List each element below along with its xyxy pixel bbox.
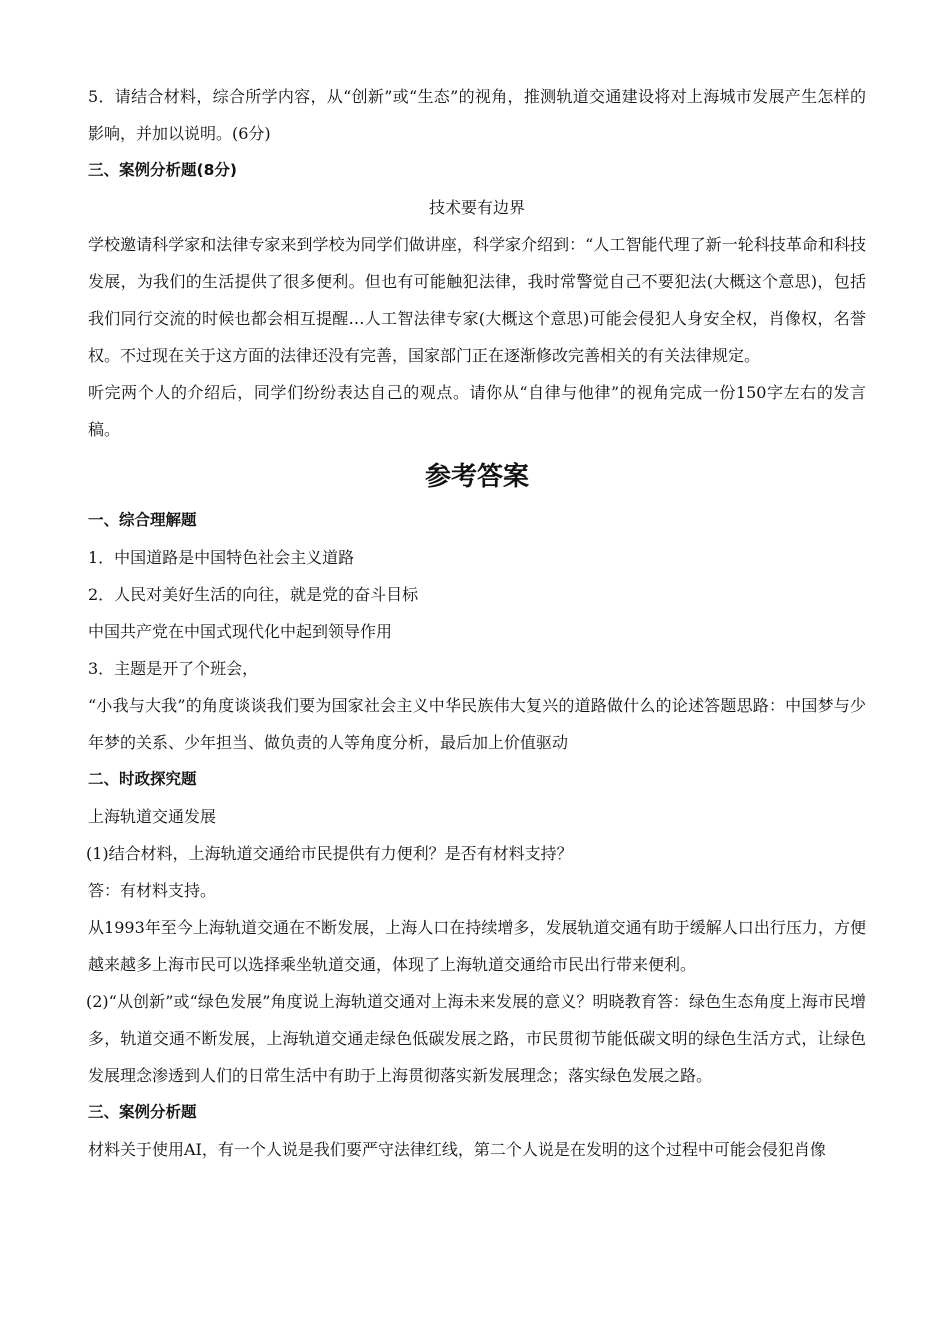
section-2-question-1: (1)结合材料，上海轨道交通给市民提供有力便利？是否有材料支持？ (86, 844, 573, 863)
answer-1: 1．中国道路是中国特色社会主义道路 (88, 548, 355, 567)
answer-3-detail: “小我与大我”的角度谈谈我们要为国家社会主义中华民族伟大复兴的道路做什么的论述答题思路：中国梦与少年梦的关系、少年担当、做负责的人等角度分析，最后加上价值驱动 (88, 696, 866, 752)
answers-section-3-heading: 三、案例分析题 (88, 1103, 197, 1121)
answers-title: 参考答案 (424, 462, 529, 492)
answer-2-detail: 中国共产党在中国式现代化中起到领导作用 (88, 622, 393, 641)
case-paragraph-1: 学校邀请科学家和法律专家来到学校为同学们做讲座，科学家介绍到：“人工智能代理了新一轮科技革命和科技发展，为我们的生活提供了很多便利。但也有可能触犯法律，我时常警觉自己不要犯法(大概这个意思)，包括我们同行交流的时候也都会相互提醒…人工智法律专家(大概这个意思)可能会侵犯人身安全权，肖像权，名誉权。不过现在关于这方面的法律还没有完善，国家部门正在逐渐修改完善相关的有关法律规定。 (88, 235, 866, 365)
section-2-topic: 上海轨道交通发展 (88, 807, 217, 826)
answer-3: 3．主题是开了个班会， (88, 659, 259, 678)
case-paragraph-2: 听完两个人的介绍后，同学们纷纷表达自己的观点。请你从“自律与他律”的视角完成一份150字左右的发言稿。 (88, 383, 866, 439)
answers-section-2-heading: 二、时政探究题 (88, 770, 197, 788)
section-3-text: 材料关于使用AI，有一个人说是我们要严守法律红线，第二个人说是在发明的这个过程中可能会侵犯肖像 (88, 1140, 826, 1159)
section-2-answer-1: 答：有材料支持。 (88, 881, 217, 900)
answers-section-1-heading: 一、综合理解题 (88, 511, 197, 529)
section-2-answer-1-detail: 从1993年至今上海轨道交通在不断发展，上海人口在持续增多，发展轨道交通有助于缓解人口出行压力，方便越来越多上海市民可以选择乘坐轨道交通，体现了上海轨道交通给市民出行带来便利。 (88, 918, 866, 974)
section-2-question-2: (2)“从创新”或“绿色发展”角度说上海轨道交通对上海未来发展的意义？明晓教育答：绿色生态角度上海市民增多，轨道交通不断发展，上海轨道交通走绿色低碳发展之路，市民贯彻节能低碳文明的绿色生活方式，让绿色发展理念渗透到人们的日常生活中有助于上海贯彻落实新发展理念；落实绿色发展之路。 (86, 992, 866, 1085)
section-3-heading: 三、案例分析题(8分) (88, 161, 237, 179)
case-title: 技术要有边界 (428, 198, 525, 217)
answer-2: 2．人民对美好生活的向往，就是党的奋斗目标 (88, 585, 419, 604)
question-5: 5．请结合材料，综合所学内容，从“创新”或“生态”的视角，推测轨道交通建设将对上海城市发展产生怎样的影响，并加以说明。(6分) (88, 87, 866, 143)
